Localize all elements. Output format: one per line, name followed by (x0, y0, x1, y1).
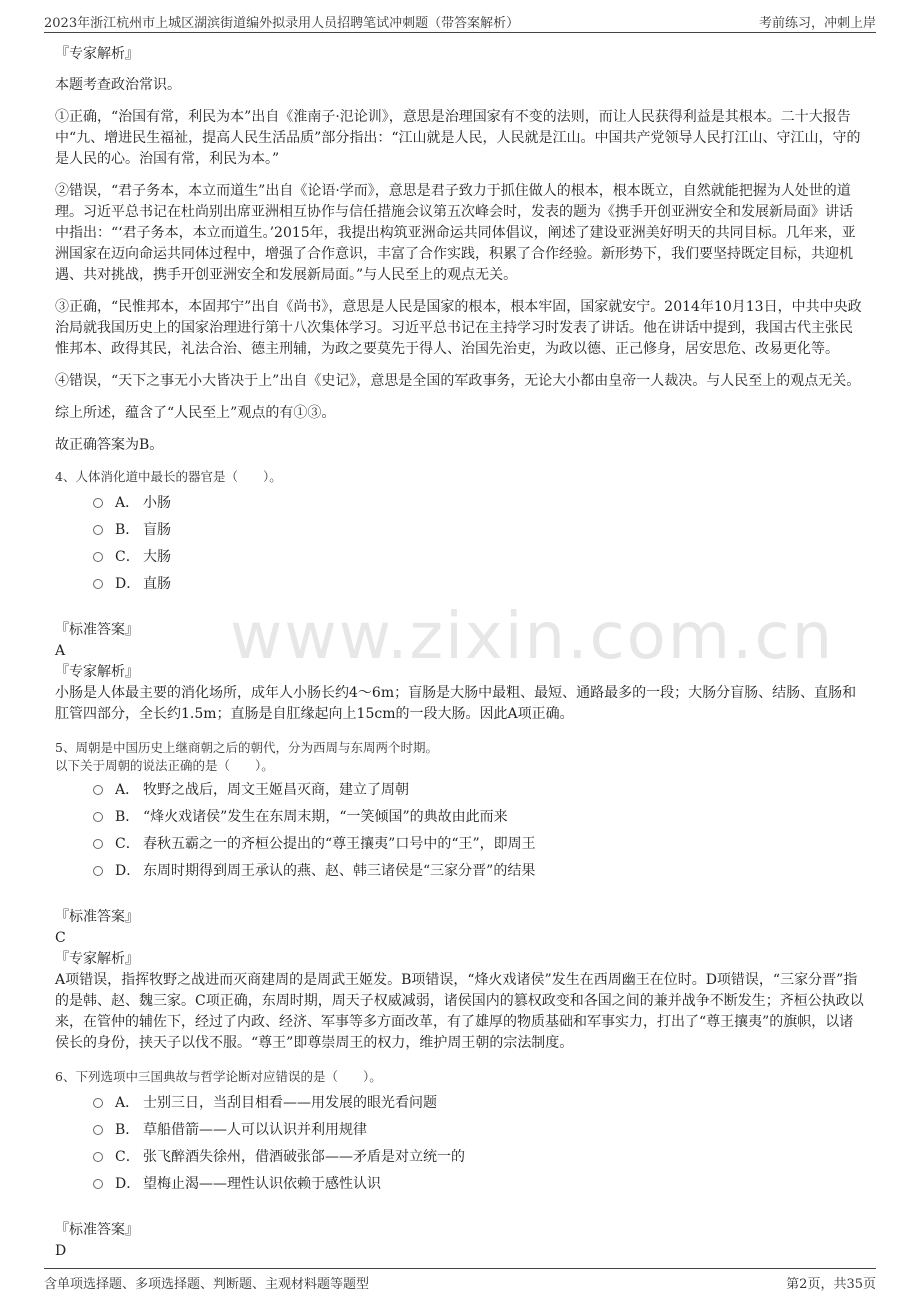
q5-analysis: A项错误，指挥牧野之战进而灭商建周的是周武王姬发。B项错误，“烽火戏诸侯”发生在西周幽王在位时。D项错误，“三家分晋”指的是韩、赵、魏三家。C项正确，东周时期，周天子权威减弱，诸侯国内的篡权政变和各国之间的兼并战争不断发生；齐桓公执政以来，在管仲的辅佐下，经过了内政、经济、军事等多方面改革，有了雄厚的物质基础和军事实力，打出了“尊王攘夷”的旗帜，以诸侯长的身份，挟天子以伐不服。“尊王”即尊崇周王的权力，维护周王朝的宗法制度。 (55, 972, 864, 1051)
header-slogan: 考前练习，冲刺上岸 (758, 16, 876, 31)
q3-point-4: ④错误，“天下之事无小大皆决于上”出自《史记》，意思是全国的军政事务，无论大小都由皇帝一人裁决。与人民至上的观点无关。 (55, 373, 861, 389)
q5-option-c[interactable]: C． 春秋五霸之一的齐桓公提出的“尊王攘夷”口号中的“王”，即周王 (55, 831, 865, 858)
q6-option-a[interactable]: A． 士别三日，当刮目相看——用发展的眼光看问题 (55, 1090, 865, 1117)
q6-option-b[interactable]: B． 草船借箭——人可以认识并利用规律 (55, 1117, 865, 1144)
radio-icon[interactable] (93, 525, 103, 535)
q4-option-d[interactable]: D． 直肠 (55, 571, 865, 598)
q4-answer: A (55, 643, 66, 659)
q6-question: 6、下列选项中三国典故与哲学论断对应错误的是（ ）。 (55, 1069, 382, 1084)
watermark: www.zixin.com.cn (230, 600, 835, 674)
q5-analysis-label: 『专家解析』 (55, 951, 139, 967)
page-number: 第2页，共35页 (786, 1277, 876, 1292)
radio-icon[interactable] (93, 498, 103, 508)
q6-option-c[interactable]: C． 张飞醉酒失徐州，借酒破张郃——矛盾是对立统一的 (55, 1144, 865, 1171)
radio-icon[interactable] (93, 839, 103, 849)
radio-icon[interactable] (93, 552, 103, 562)
q4-option-c[interactable]: C． 大肠 (55, 544, 865, 571)
q6-answer: D (55, 1243, 67, 1259)
q6-options (55, 1090, 865, 1198)
q5-question-line2: 以下关于周朝的说法正确的是（ ）。 (55, 758, 274, 773)
q3-point-2: ②错误，“君子务本，本立而道生”出自《论语·学而》，意思是君子致力于抓住做人的根本，根本既立，自然就能把握为人处世的道理。习近平总书记在杜尚别出席亚洲相互协作与信任措施会议第五次峰会时，发表的题为《携手开创亚洲安全和发展新局面》讲话中指出：“‘君子务本，本立而道生。’2015年，我提出构筑亚洲命运共同体倡议，阐述了建设亚洲美好明天的共同目标。几年来，亚洲国家在迈向命运共同体过程中，增强了合作意识，丰富了合作实践，积累了合作经验。新形势下，我们要坚持既定目标，共迎机遇、共对挑战，携手开创亚洲安全和发展新局面。”与人民至上的观点无关。 (55, 183, 856, 283)
page-content (55, 36, 865, 1262)
radio-icon[interactable] (93, 579, 103, 589)
q4-option-b[interactable]: B． 盲肠 (55, 517, 865, 544)
radio-icon[interactable] (93, 1125, 103, 1135)
q4-option-a[interactable]: A． 小肠 (55, 490, 865, 517)
q5-option-d[interactable]: D． 东周时期得到周王承认的燕、赵、韩三诸侯是“三家分晋”的结果 (55, 858, 865, 885)
q5-option-b[interactable]: B． “烽火戏诸侯”发生在东周末期，“一笑倾国”的典故由此而来 (55, 804, 865, 831)
footer-question-types: 含单项选择题、多项选择题、判断题、主观材料题等题型 (44, 1277, 370, 1292)
page-header (44, 10, 876, 33)
q3-point-1: ①正确，“治国有常，利民为本”出自《淮南子·氾论训》，意思是治理国家有不变的法则，而让人民获得利益是其根本。二十大报告中“九、增进民生福祉，提高人民生活品质”部分指出：“江山就是人民，人民就是江山。中国共产党领导人民打江山、守江山，守的是人民的心。治国有常，利民为本。” (55, 109, 861, 167)
q3-point-3: ③正确，“民惟邦本，本固邦宁”出自《尚书》，意思是人民是国家的根本，根本牢固，国家就安宁。2014年10月13日，中共中央政治局就我国历史上的国家治理进行第十八次集体学习。习近平总书记在主持学习时发表了讲话。他在讲话中提到，我国古代主张民惟邦本、政得其民，礼法合治、德主刑辅，为政之要莫先于得人、治国先治吏，为政以德、正己修身，居安思危、改易更化等。 (55, 299, 862, 357)
radio-icon[interactable] (93, 1152, 103, 1162)
q5-answer-label: 『标准答案』 (55, 909, 139, 925)
q5-question-line1: 5、周朝是中国历史上继商朝之后的朝代，分为西周与东周两个时期。 (55, 740, 438, 755)
radio-icon[interactable] (93, 785, 103, 795)
page-footer (44, 1268, 876, 1291)
q4-answer-label: 『标准答案』 (55, 622, 139, 638)
q3-summary: 综上所述，蕴含了“人民至上”观点的有①③。 (55, 405, 336, 421)
q3-analysis-label: 『专家解析』 (55, 46, 139, 62)
q6-option-d[interactable]: D． 望梅止渴——理性认识依赖于感性认识 (55, 1171, 865, 1198)
q4-analysis: 小肠是人体最主要的消化场所，成年人小肠长约4～6m；盲肠是大肠中最粗、最短、通路最多的一段；大肠分盲肠、结肠、直肠和肛管四部分，全长约1.5m；直肠是自肛缘起向上15cm的一段大肠。因此A项正确。 (55, 685, 857, 722)
radio-icon[interactable] (93, 1179, 103, 1189)
document-title: 2023年浙江杭州市上城区湖滨街道编外拟录用人员招聘笔试冲刺题（带答案解析） (44, 16, 520, 31)
radio-icon[interactable] (93, 812, 103, 822)
q5-answer: C (55, 930, 66, 946)
q3-intro: 本题考查政治常识。 (55, 77, 181, 93)
radio-icon[interactable] (93, 1098, 103, 1108)
q5-options (55, 777, 865, 885)
q6-answer-label: 『标准答案』 (55, 1222, 139, 1238)
q4-options (55, 490, 865, 598)
q3-answer: 故正确答案为B。 (55, 437, 164, 453)
q4-question: 4、人体消化道中最长的器官是（ ）。 (55, 469, 282, 484)
q5-option-a[interactable]: A． 牧野之战后，周文王姬昌灭商，建立了周朝 (55, 777, 865, 804)
q4-analysis-label: 『专家解析』 (55, 664, 139, 680)
radio-icon[interactable] (93, 866, 103, 876)
